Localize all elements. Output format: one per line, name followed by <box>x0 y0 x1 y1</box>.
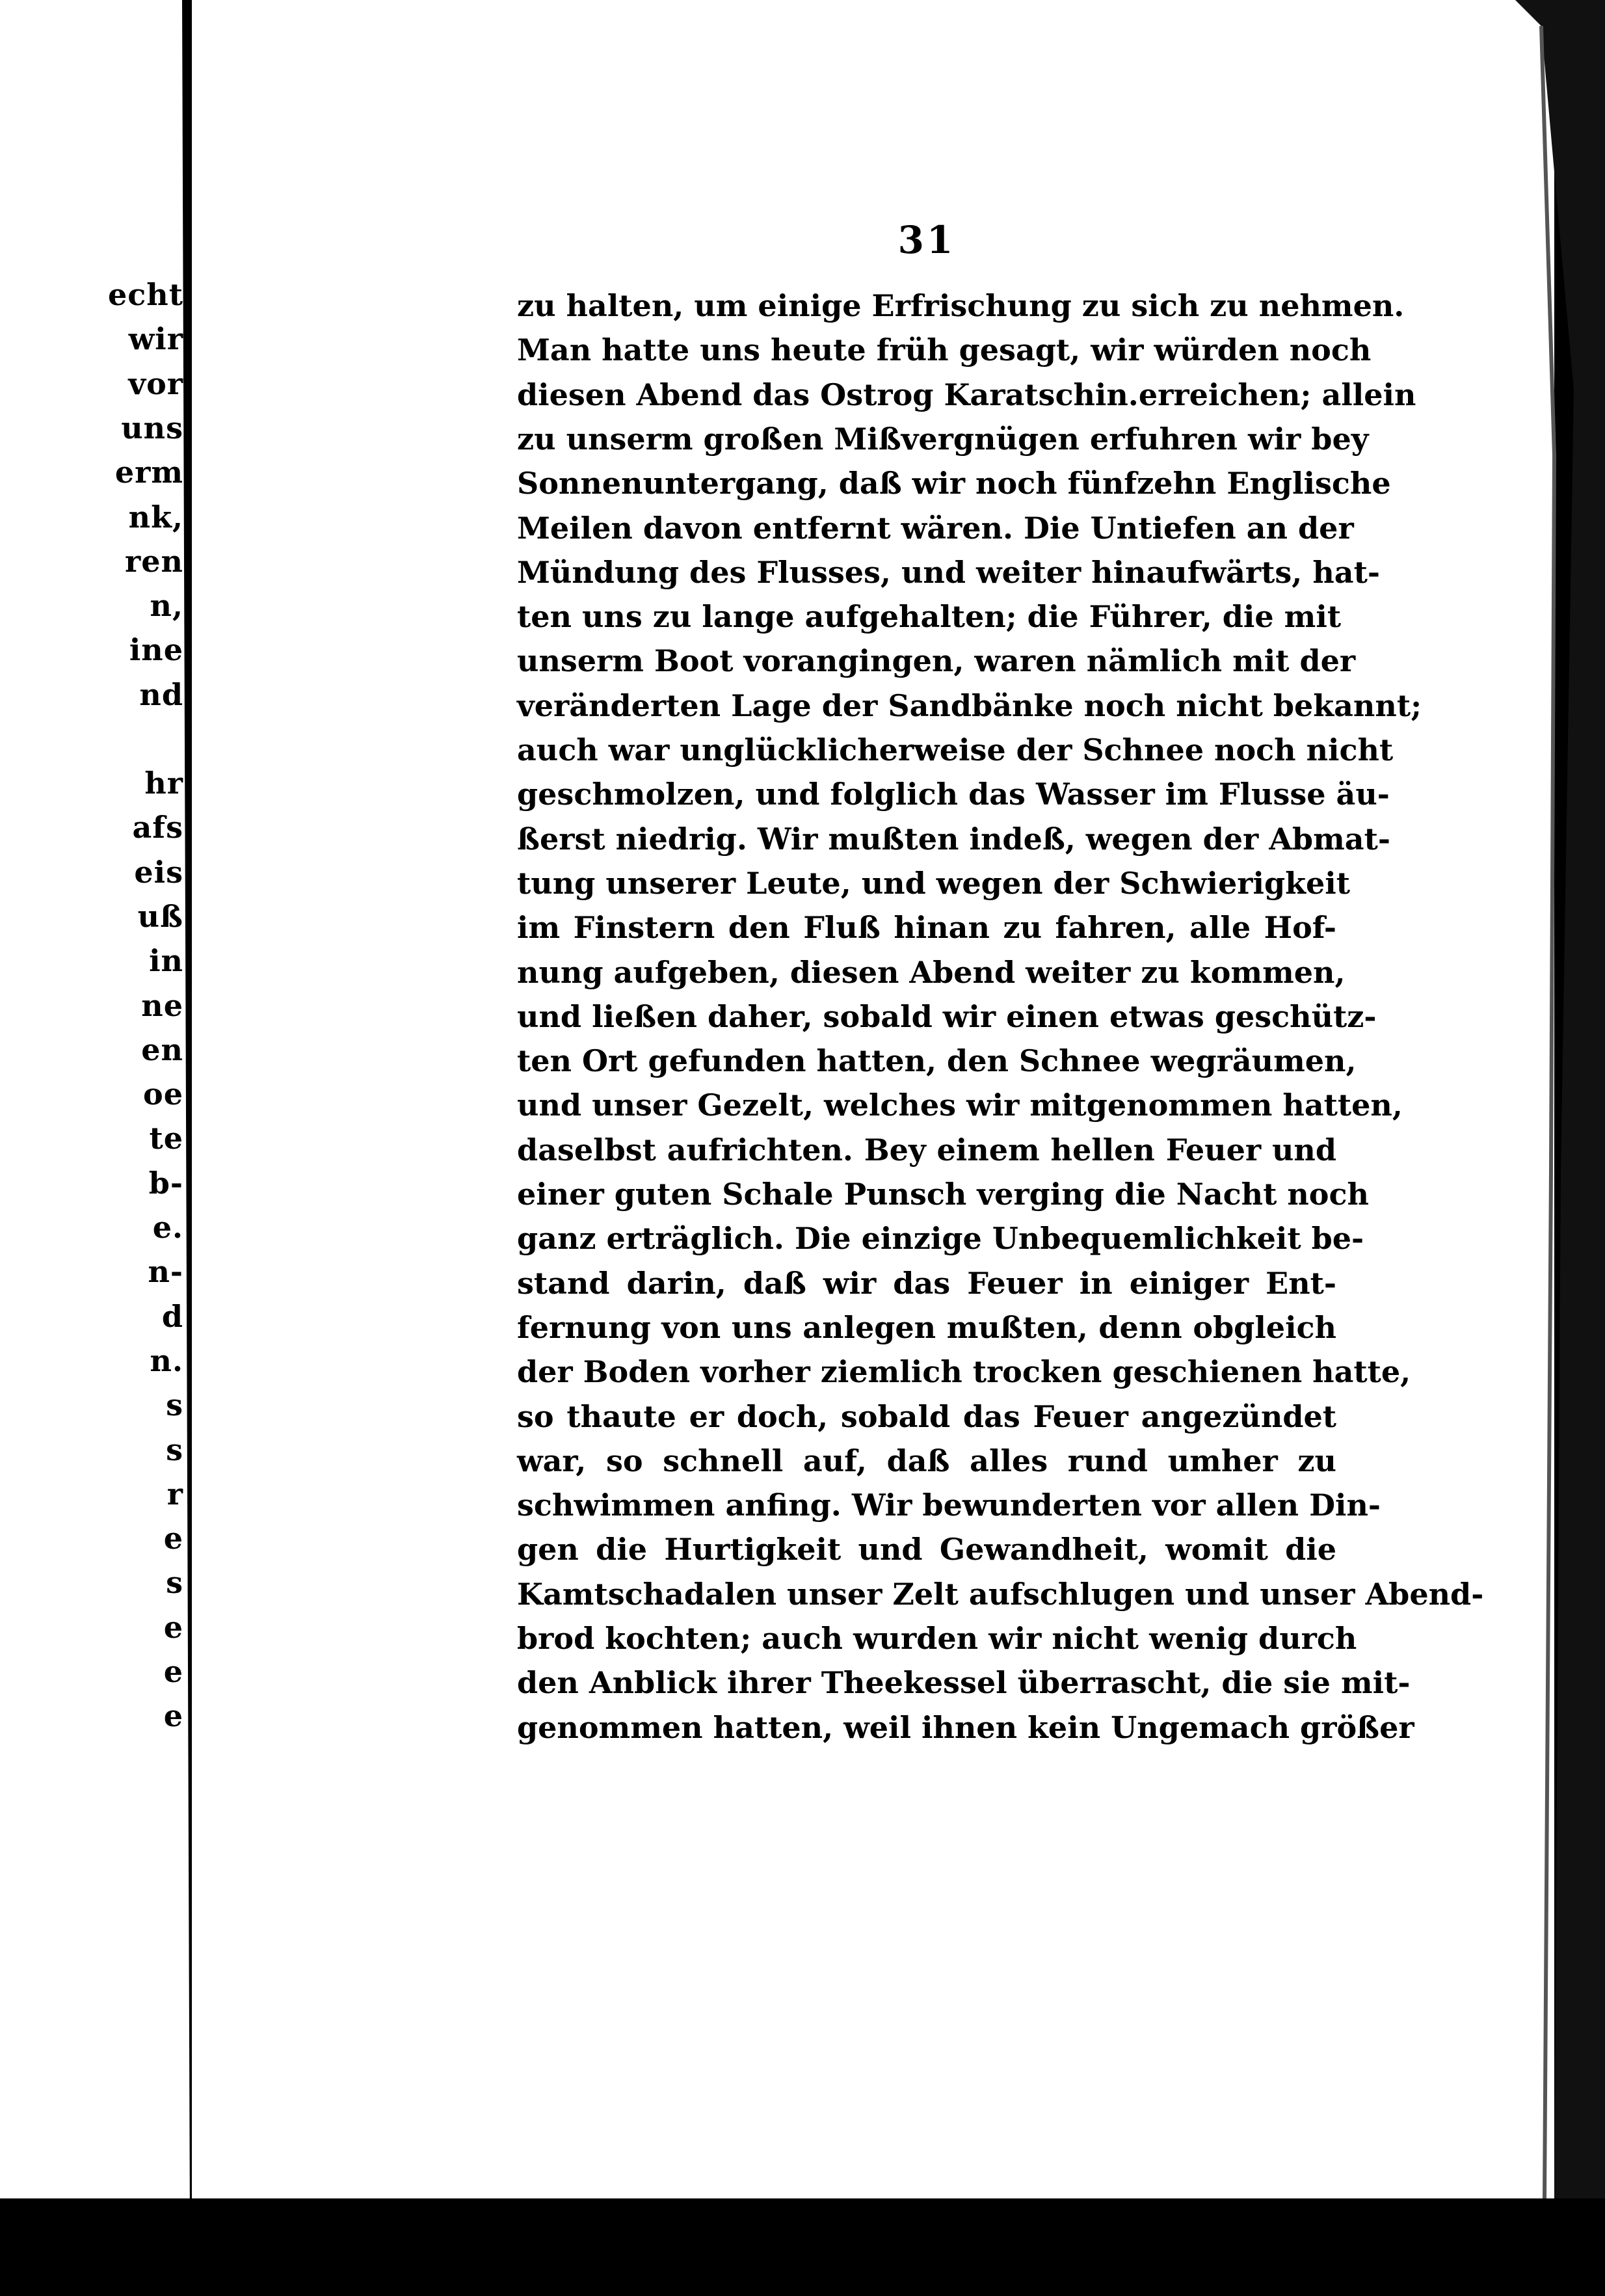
previous-page-fragment: n, <box>150 588 183 624</box>
previous-page-fragment: te <box>149 1121 183 1156</box>
previous-page-fragment: vor <box>128 366 183 401</box>
text-line: der Boden vorher ziemlich trocken geschienen hatte, <box>517 1354 1411 1390</box>
text-line: ten Ort gefunden hatten, den Schnee wegräumen, <box>517 1043 1357 1079</box>
text-line: ßerst niedrig. Wir mußten indeß, wegen der Abmat- <box>517 821 1390 857</box>
previous-page-fragment: ren <box>125 543 183 579</box>
previous-page-fragment: e <box>163 1698 183 1734</box>
previous-page-fragment: eis <box>134 854 183 890</box>
previous-page-fragment: e <box>163 1654 183 1689</box>
text-line: den Anblick ihrer Theekessel überrascht, die sie mit- <box>517 1665 1411 1701</box>
text-line: gen die Hurtigkeit und Gewandheit, womit die <box>517 1532 1336 1568</box>
text-line: genommen hatten, weil ihnen kein Ungemach größer <box>517 1709 1414 1745</box>
bottom-shadow <box>0 2198 1605 2296</box>
text-line: so thaute er doch, sobald das Feuer angezündet <box>517 1398 1336 1434</box>
previous-page-fragment: s <box>166 1387 183 1423</box>
previous-page-fragment: e <box>163 1521 183 1556</box>
previous-page-edge <box>0 0 195 2211</box>
text-line: brod kochten; auch wurden wir nicht wenig durch <box>517 1621 1357 1656</box>
text-line: nung aufgeben, diesen Abend weiter zu kommen, <box>517 954 1346 990</box>
previous-page-fragment: e <box>163 1609 183 1645</box>
previous-page-fragment: s <box>166 1565 183 1601</box>
previous-page-fragment: erm <box>114 455 183 490</box>
text-line: daselbst aufrichten. Bey einem hellen Feuer und <box>517 1132 1336 1168</box>
text-line: ten uns zu lange aufgehalten; die Führer, die mit <box>517 599 1342 635</box>
text-line: tung unserer Leute, und wegen der Schwierigkeit <box>517 865 1350 901</box>
text-line: auch war unglücklicherweise der Schnee noch nicht <box>517 732 1394 768</box>
previous-page-fragment: afs <box>132 810 183 846</box>
previous-page-fragment: echt <box>108 277 183 312</box>
text-line: und unser Gezelt, welches wir mitgenommen hatten, <box>517 1088 1403 1123</box>
text-line: Meilen davon entfernt wären. Die Untiefen an der <box>517 510 1354 546</box>
previous-page-fragment: nk, <box>128 499 183 535</box>
text-line: zu halten, um einige Erfrischung zu sich zu nehmen. <box>517 288 1405 323</box>
text-line: geschmolzen, und folglich das Wasser im Flusse äu- <box>517 777 1390 812</box>
text-line: und ließen daher, sobald wir einen etwas geschütz- <box>517 998 1377 1034</box>
previous-page-fragment: n. <box>150 1342 183 1378</box>
text-line: war, so schnell auf, daß alles rund umher zu <box>517 1443 1336 1478</box>
previous-page-fragment: d <box>161 1298 183 1334</box>
text-line: unserm Boot vorangingen, waren nämlich mit der <box>517 643 1356 679</box>
text-line: Mündung des Flusses, und weiter hinaufwärts, hat- <box>517 554 1380 590</box>
previous-page-fragment: ne <box>141 987 183 1023</box>
text-line: Kamtschadalen unser Zelt aufschlugen und unser Abend- <box>517 1576 1484 1612</box>
text-line: stand darin, daß wir das Feuer in einiger Ent- <box>517 1265 1336 1301</box>
text-line: Man hatte uns heute früh gesagt, wir würden noch <box>517 332 1372 368</box>
text-line: zu unserm großen Mißvergnügen erfuhren wir bey <box>517 421 1369 457</box>
text-line: schwimmen anfing. Wir bewunderten vor allen Din- <box>517 1488 1381 1523</box>
previous-page-fragment: r <box>166 1476 183 1512</box>
previous-page-fragment: s <box>166 1432 183 1467</box>
text-line: Sonnenuntergang, daß wir noch fünfzehn Englische <box>517 466 1391 501</box>
text-line: fernung von uns anlegen mußten, denn obgleich <box>517 1309 1336 1345</box>
text-line: einer guten Schale Punsch verging die Nacht noch <box>517 1177 1369 1212</box>
previous-page-fragment: b- <box>148 1165 183 1201</box>
text-line: veränderten Lage der Sandbänke noch nicht bekannt; <box>517 687 1422 723</box>
previous-page-fragment: en <box>141 1032 183 1067</box>
page-number: 31 <box>897 218 956 262</box>
previous-page-fragment: n- <box>148 1254 183 1290</box>
page-edge-shadow <box>1515 0 1605 2296</box>
book-page <box>192 0 1554 2198</box>
previous-page-fragment: uß <box>137 898 183 934</box>
previous-page-fragment: oe <box>143 1076 183 1112</box>
previous-page-fragment: wir <box>128 321 183 357</box>
text-line: im Finstern den Fluß hinan zu fahren, alle Hof- <box>517 910 1336 946</box>
previous-page-fragment: hr <box>144 766 183 801</box>
previous-page-fragment: ine <box>129 632 183 668</box>
previous-page-fragment: in <box>149 943 183 979</box>
previous-page-fragment: e. <box>152 1210 183 1245</box>
text-line: diesen Abend das Ostrog Karatschin.erreichen; allein <box>517 377 1416 412</box>
text-line: ganz erträglich. Die einzige Unbequemlichkeit be- <box>517 1221 1364 1257</box>
previous-page-fragment: nd <box>139 676 183 712</box>
previous-page-fragment: uns <box>121 410 183 446</box>
